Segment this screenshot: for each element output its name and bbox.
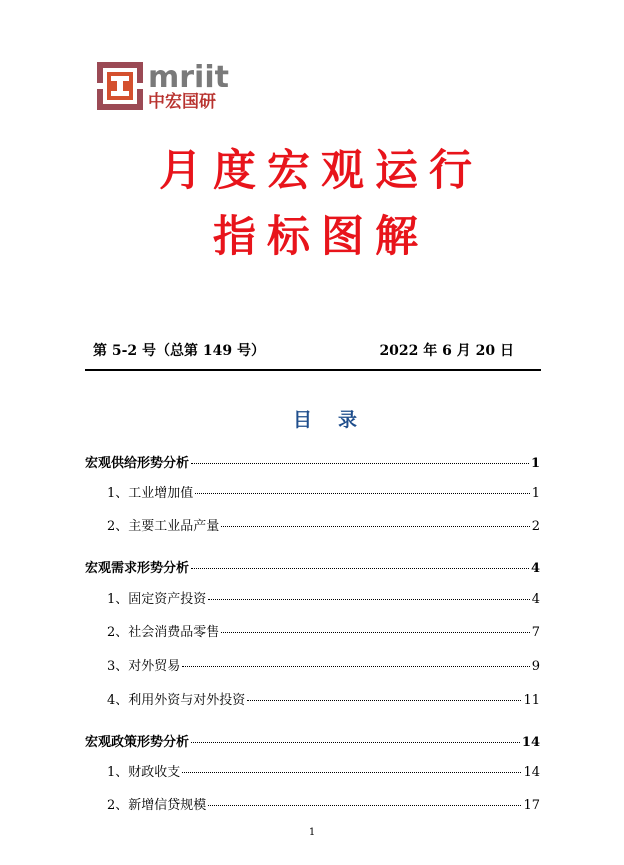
toc-entry-label: 2、新增信贷规模 xyxy=(107,798,207,813)
toc-entry-policy[interactable] xyxy=(85,731,540,750)
toc-entry-credit[interactable] xyxy=(107,794,540,813)
toc-entry-page: 1 xyxy=(531,486,540,501)
toc-leader-dots xyxy=(221,526,529,527)
toc-entry-foreign-trade[interactable] xyxy=(107,655,540,674)
toc-entry-label: 1、固定资产投资 xyxy=(107,592,207,607)
logo-brand-en: mriit xyxy=(148,60,229,95)
toc-entry-label: 1、财政收支 xyxy=(107,765,181,780)
header-divider xyxy=(85,369,541,371)
toc-entry-page: 1 xyxy=(530,456,540,471)
issue-date: 2022 年 6 月 20 日 xyxy=(379,343,514,359)
report-title-line2: 指标图解 xyxy=(213,212,429,262)
toc-entry-fixed-asset[interactable] xyxy=(107,588,540,607)
toc-entry-label: 1、工业增加值 xyxy=(107,486,194,501)
toc-entry-fiscal[interactable] xyxy=(107,761,540,780)
logo-brand-cn: 中宏国研 xyxy=(148,92,216,112)
issue-number: 第 5-2 号（总第 149 号） xyxy=(93,343,266,359)
toc-entry-label: 2、社会消费品零售 xyxy=(107,625,220,640)
toc-leader-dots xyxy=(221,632,529,633)
toc-leader-dots xyxy=(191,568,529,569)
toc-leader-dots xyxy=(208,805,521,806)
toc-entry-retail[interactable] xyxy=(107,621,540,640)
logo-mark-icon xyxy=(97,62,143,110)
toc-entry-industrial-output[interactable] xyxy=(107,515,540,534)
toc-entry-page: 17 xyxy=(523,798,540,813)
toc-entry-supply[interactable] xyxy=(85,452,540,471)
toc-entry-label: 4、利用外资与对外投资 xyxy=(107,693,246,708)
toc-leader-dots xyxy=(182,666,529,667)
toc-entry-page: 14 xyxy=(521,735,540,750)
toc-leader-dots xyxy=(247,700,521,701)
toc-entry-label: 2、主要工业品产量 xyxy=(107,519,220,534)
toc-entry-page: 9 xyxy=(531,659,540,674)
report-title-line1: 月度宏观运行 xyxy=(159,146,483,196)
toc-entry-page: 7 xyxy=(531,625,540,640)
logo xyxy=(97,62,227,114)
toc-entry-label: 宏观政策形势分析 xyxy=(85,735,190,750)
toc-entry-demand[interactable] xyxy=(85,557,540,576)
toc-entry-page: 11 xyxy=(523,693,540,708)
toc-entry-page: 4 xyxy=(531,592,540,607)
toc-leader-dots xyxy=(191,463,529,464)
toc-entry-label: 3、对外贸易 xyxy=(107,659,181,674)
toc-entry-industrial-value[interactable] xyxy=(107,482,540,501)
toc-entry-label: 宏观需求形势分析 xyxy=(85,561,190,576)
toc-leader-dots xyxy=(191,742,520,743)
page-number: 1 xyxy=(308,827,316,838)
toc-title: 目录 xyxy=(292,409,383,431)
toc-entry-label: 宏观供给形势分析 xyxy=(85,456,190,471)
toc-leader-dots xyxy=(182,772,521,773)
toc-leader-dots xyxy=(195,493,529,494)
toc-entry-foreign-investment[interactable] xyxy=(107,689,540,708)
toc-entry-page: 14 xyxy=(523,765,540,780)
toc-entry-page: 2 xyxy=(531,519,540,534)
toc-leader-dots xyxy=(208,599,529,600)
toc-entry-page: 4 xyxy=(530,561,540,576)
